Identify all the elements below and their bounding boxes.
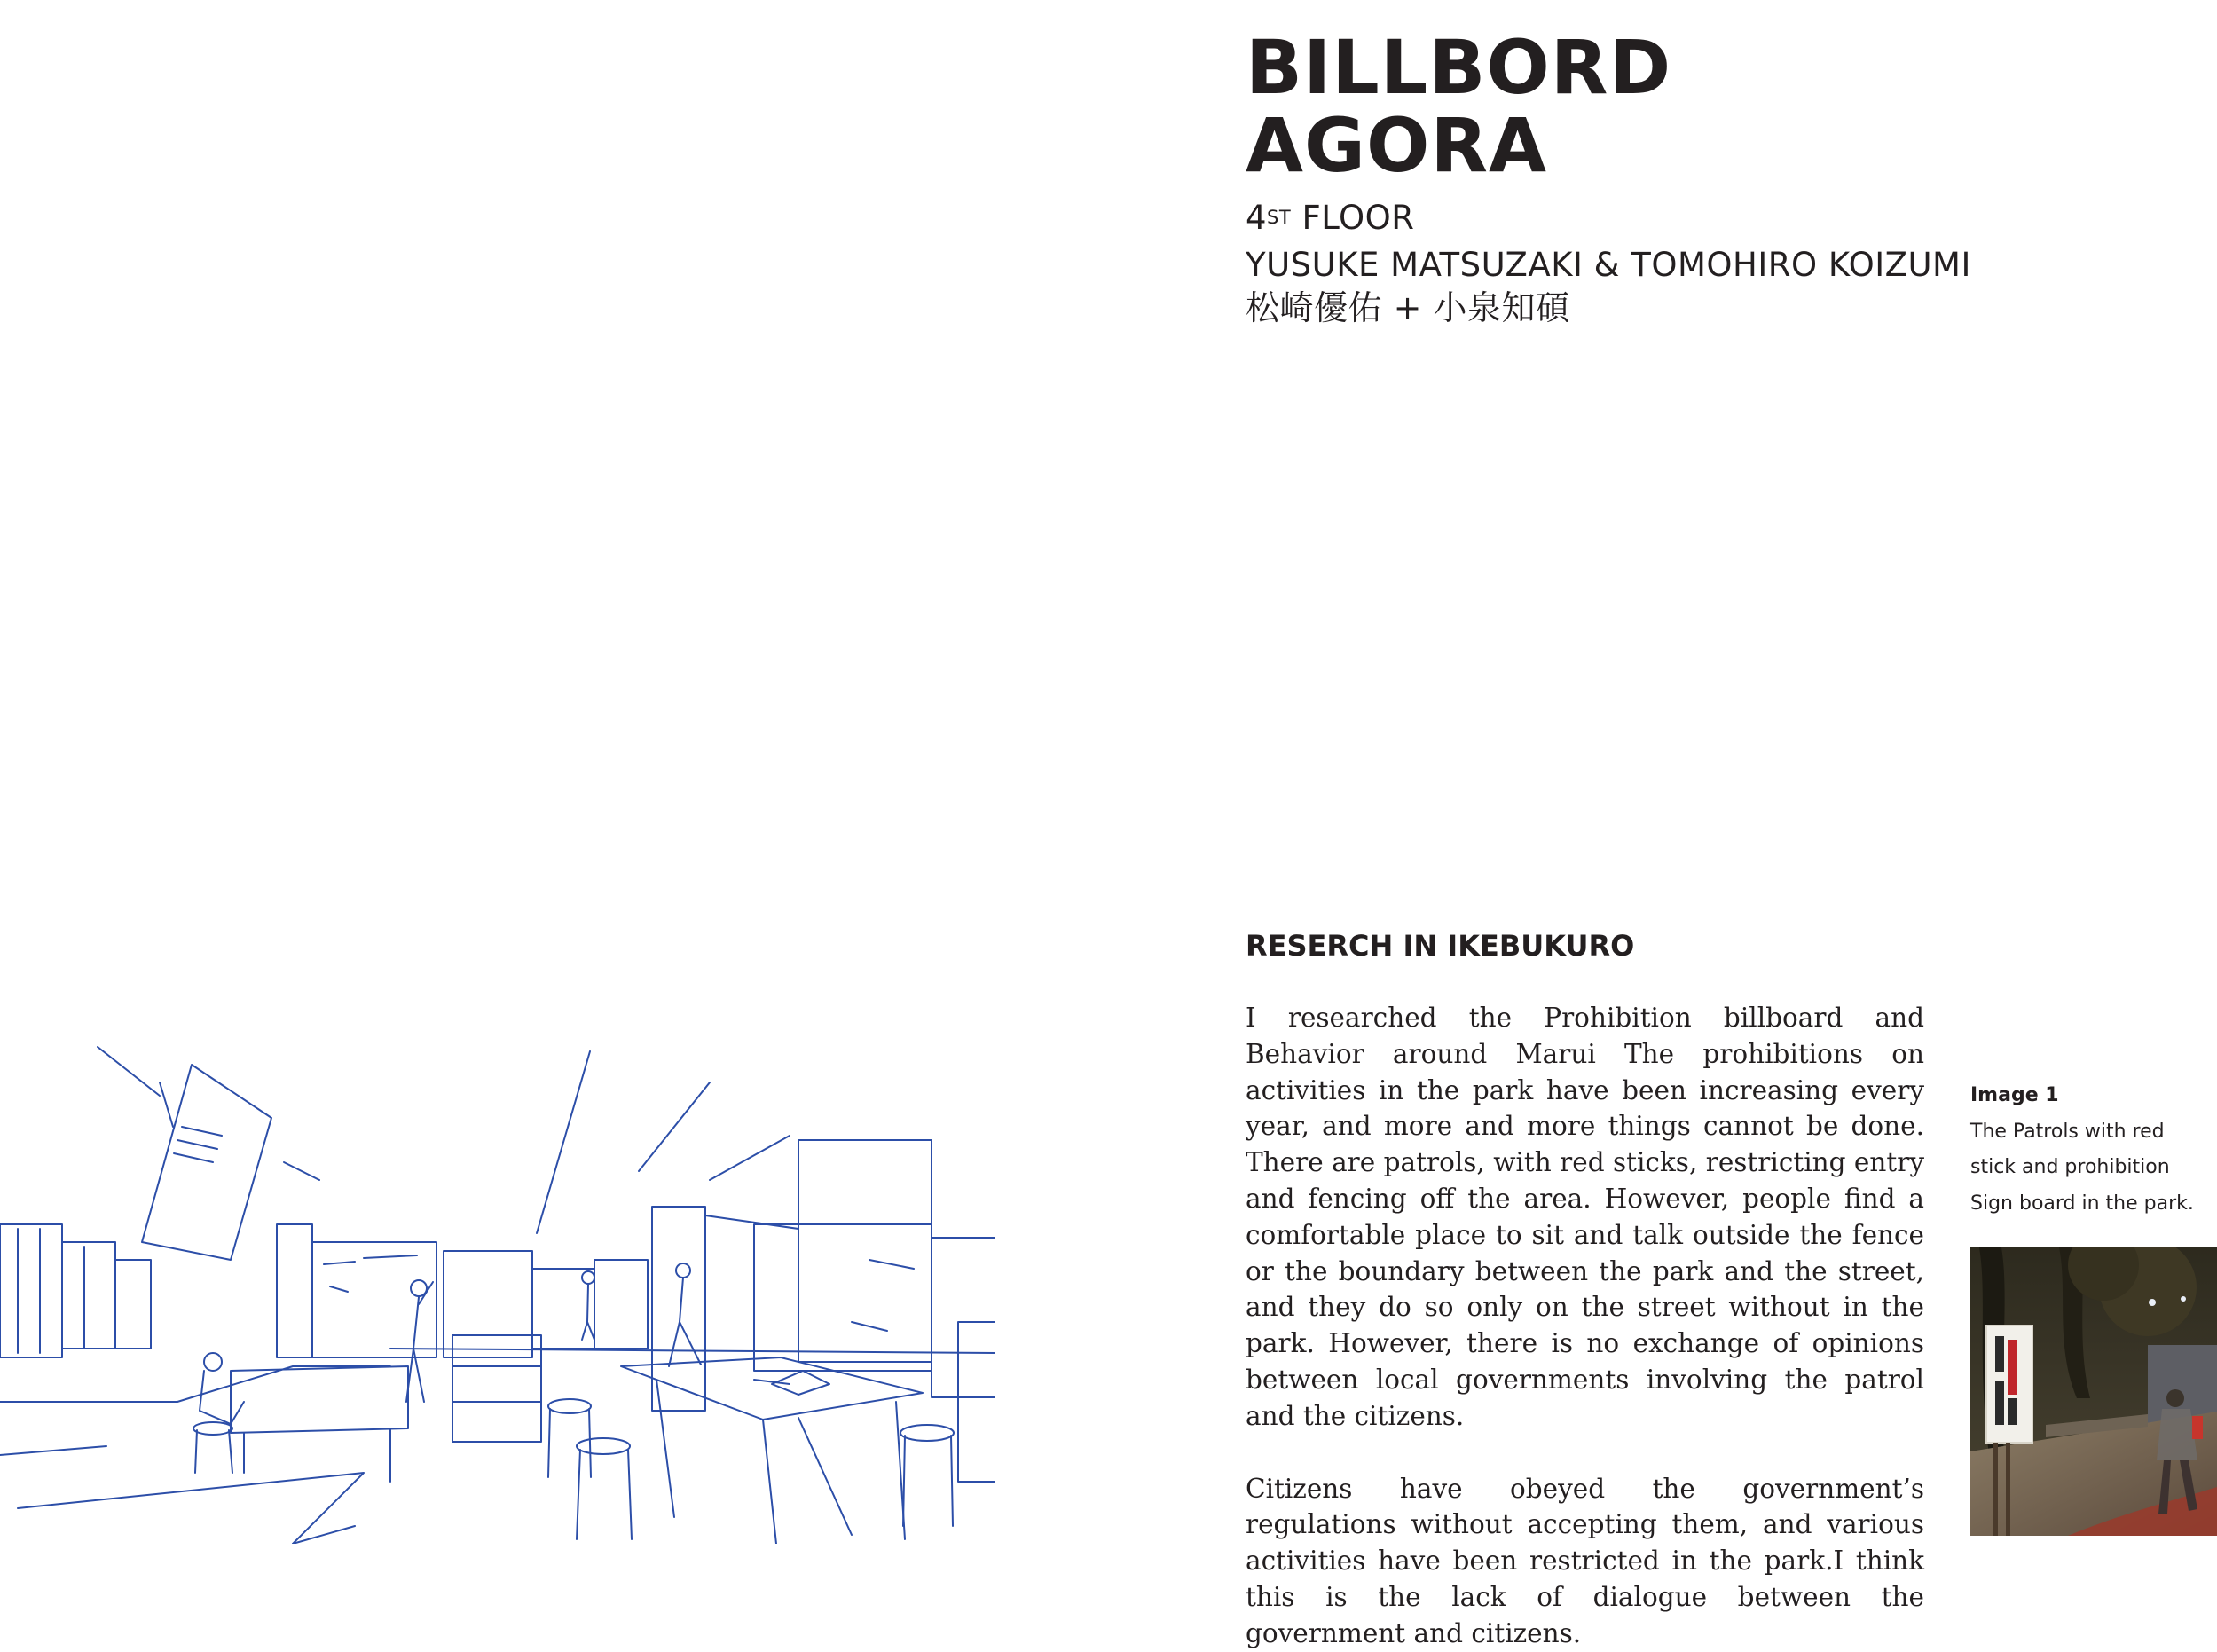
caption-label: Image 1 <box>1970 1084 2059 1106</box>
title-line-1: BILLBORD <box>1246 24 1672 111</box>
title-line-2: AGORA <box>1246 102 1548 189</box>
floor-suffix: ST <box>1267 207 1292 228</box>
project-meta <box>1246 197 1971 329</box>
caption-line-3: Sign board in the park. <box>1970 1192 2194 1215</box>
caption-line-1: The Patrols with red <box>1970 1120 2165 1143</box>
body-paragraph-1: I researched the Prohibition billboard and Behavior around Marui The prohibitions on activities in the park have been increasing every year, and more and more things cannot be done. There are patrols, with red sticks, restricting entry and fencing off the area. However, people find a comfortable place to sit and talk outside the fence or the boundary between the park and the street, and they do so only on the street without in the park. However, there is no exchange of opinions between local governments involving the patrol and the citizens. <box>1246 1003 1924 1431</box>
floor-word: FLOOR <box>1301 199 1415 237</box>
body-text <box>1246 1000 1924 1652</box>
caption-line-2: stick and prohibition <box>1970 1156 2170 1178</box>
photo-drawing <box>1970 1247 2217 1536</box>
sketch-drawing <box>0 1029 995 1544</box>
authors: YUSUKE MATSUZAKI & TOMOHIRO KOIZUMI <box>1246 246 1971 284</box>
body-paragraph-2: Citizens have obeyed the government’s regulations without accepting them, and various activities have been restricted in the park.I think this is the lack of dialogue between the government and citizens. <box>1246 1473 1924 1648</box>
image-caption <box>1970 1078 2201 1222</box>
section-heading: RESERCH IN IKEBUKURO <box>1246 929 1635 963</box>
authors-japanese: 松崎優佑 + 小泉知碩 <box>1246 288 1570 327</box>
page-title <box>1246 24 1672 189</box>
floor-number: 4 <box>1246 199 1268 237</box>
floor-label <box>1246 197 1971 244</box>
interior-sketch <box>0 1029 995 1544</box>
park-patrol-photo <box>1970 1247 2217 1536</box>
